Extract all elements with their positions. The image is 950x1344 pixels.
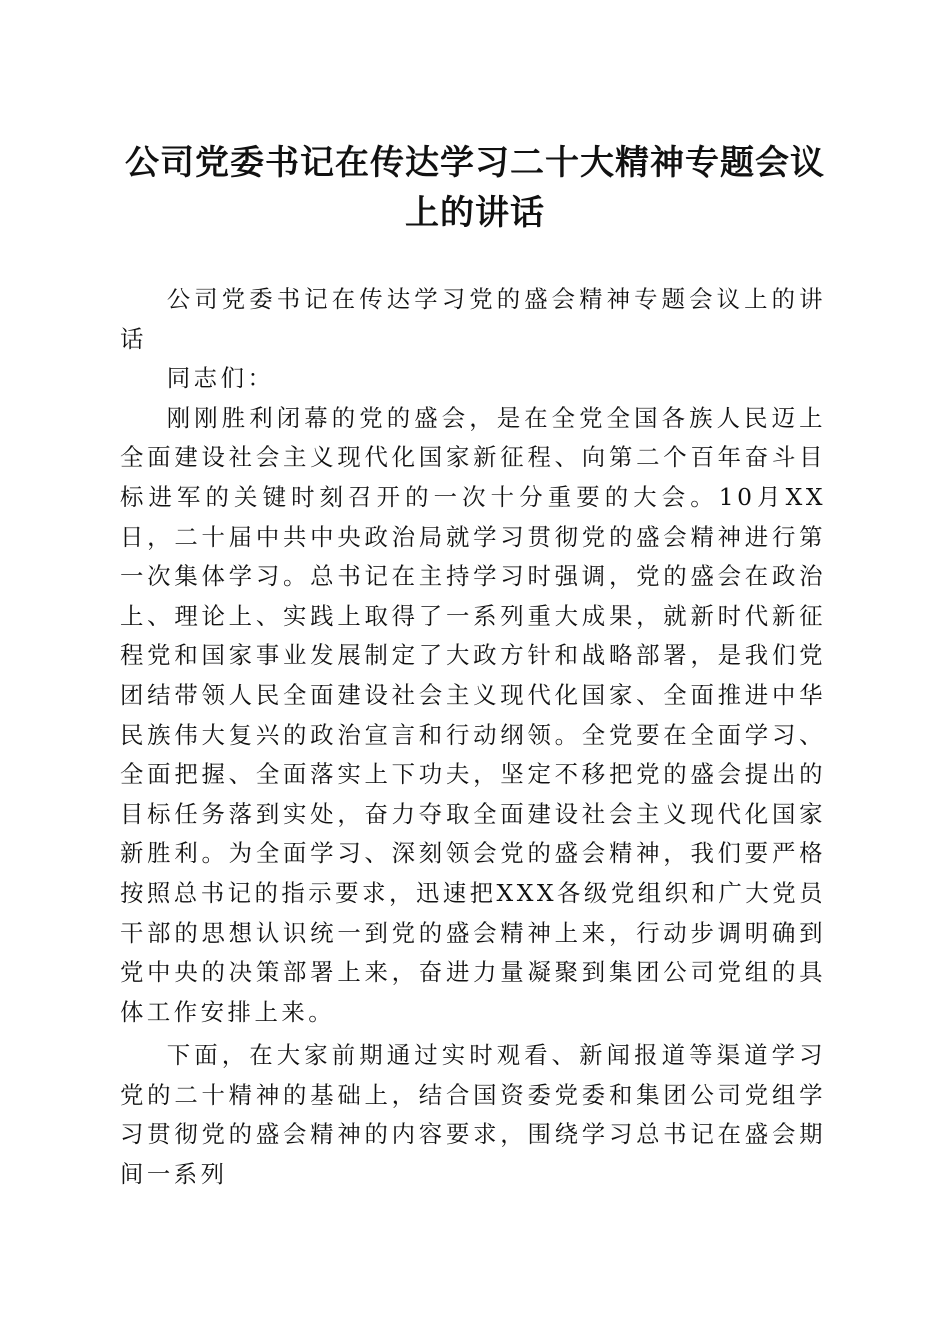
document-title: 公司党委书记在传达学习二十大精神专题会议上的讲话 — [125, 143, 825, 233]
document-body — [120, 280, 826, 1195]
body-paragraph: 下面，在大家前期通过实时观看、新闻报道等渠道学习党的二十精神的基础上，结合国资委党委和集团公司党组学习贯彻党的盛会精神的内容要求，围绕学习总书记在盛会期间一系列 — [120, 1041, 826, 1189]
subtitle-paragraph: 公司党委书记在传达学习党的盛会精神专题会议上的讲话 — [120, 285, 826, 353]
body-paragraph: 刚刚胜利闭幕的党的盛会，是在全党全国各族人民迈上全面建设社会主义现代化国家新征程、向第二个百年奋斗目标进军的关键时刻召开的一次十分重要的大会。10月XX日，二十届中共中央政治局就学习贯彻党的盛会精神进行第一次集体学习。总书记在主持学习时强调，党的盛会在政治上、理论上、实践上取得了一系列重大成果，就新时代新征程党和国家事业发展制定了大政方针和战略部署，是我们党团结带领人民全面建设社会主义现代化国家、全面推进中华民族伟大复兴的政治宣言和行动纲领。全党要在全面学习、全面把握、全面落实上下功夫，坚定不移把党的盛会提出的目标任务落到实处，奋力夺取全面建设社会主义现代化国家新胜利。为全面学习、深刻领会党的盛会精神，我们要严格按照总书记的指示要求，迅速把XXX各级党组织和广大党员干部的思想认识统一到党的盛会精神上来，行动步调明确到党中央的决策部署上来，奋进力量凝聚到集团公司党组的具体工作安排上来。 — [120, 403, 826, 1026]
salutation-paragraph: 同志们： — [166, 364, 275, 393]
